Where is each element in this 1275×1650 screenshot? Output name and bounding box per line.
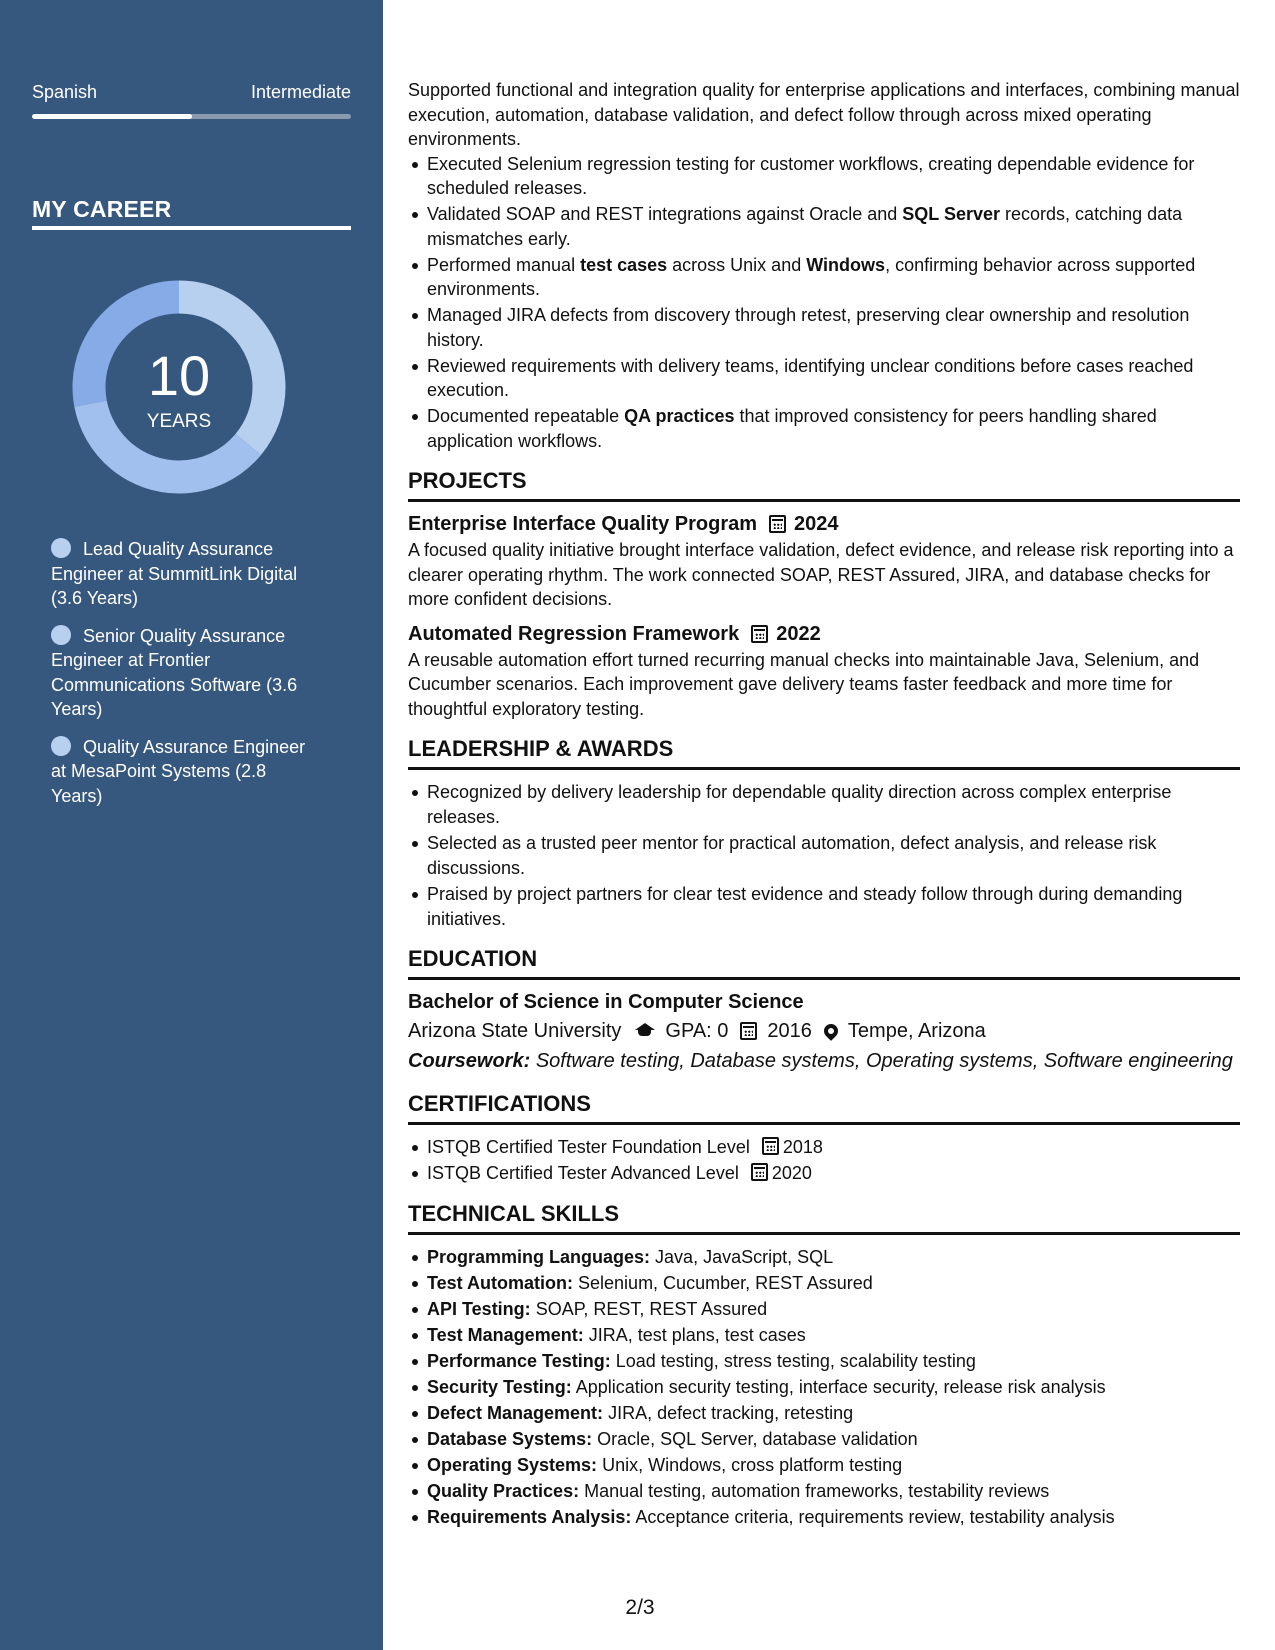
awards-section-title: LEADERSHIP & AWARDS [408,735,1240,770]
skill-value: Manual testing, automation frameworks, testability reviews [584,1480,1050,1501]
experience-bullet [408,202,1240,251]
education-gpa: GPA: 0 [665,1020,729,1042]
experience-bullet [408,404,1240,453]
skill-label: Database Systems: [427,1428,593,1449]
skill-item [408,1479,1240,1504]
skill-value: Load testing, stress testing, scalability testing [615,1350,976,1371]
project-name: Enterprise Interface Quality Program [408,513,758,535]
project-description: A reusable automation effort turned recurring manual checks into maintainable Java, Selenium, and Cucumber scenarios. Each improvement gave delivery teams faster feedback and more time for thoughtful exploratory testing. [408,649,1200,719]
skill-item [408,1375,1240,1400]
award-item: Selected as a trusted peer mentor for practical automation, defect analysis, and release risk discussions. [408,831,1240,880]
certification-year: 2020 [771,1163,812,1183]
career-item [51,537,321,611]
career-item-text: Quality Assurance Engineer at MesaPoint Systems (2.8 Years) [51,736,306,806]
projects-list [408,510,1240,721]
award-item: Recognized by delivery leadership for dependable quality direction across complex enterprise releases. [408,780,1240,829]
education-section-title: EDUCATION [408,945,1240,980]
bullet-text: Validated SOAP and REST integrations against Oracle and [427,204,903,224]
skill-label: Operating Systems: [427,1454,598,1475]
experience-bullet [408,152,1240,201]
certification-name: ISTQB Certified Tester Foundation Level [427,1137,750,1157]
skill-label: Programming Languages: [427,1246,651,1267]
career-dot-icon [51,625,71,645]
language-proficiency-fill [32,114,192,119]
skill-label: Defect Management: [427,1402,604,1423]
skill-item [408,1401,1240,1426]
language-row [32,82,351,103]
certifications-list [408,1135,1240,1186]
education-location: Tempe, Arizona [847,1020,986,1042]
skill-value: Application security testing, interface security, release risk analysis [575,1376,1106,1397]
skill-label: API Testing: [427,1298,531,1319]
total-years-label: YEARS [146,411,212,432]
language-proficiency-bar [32,114,351,119]
bullet-text: across Unix and [667,254,807,275]
bullet-text: Documented repeatable [427,406,625,426]
language-level: Intermediate [250,82,351,102]
certification-name: ISTQB Certified Tester Advanced Level [427,1163,739,1183]
experience-bullet [408,253,1240,302]
calendar-icon [762,1137,779,1155]
bullet-text: records, catching data mismatches early. [427,204,1183,249]
experience-bullet [408,303,1240,352]
career-divider [32,226,351,230]
calendar-icon [751,1163,768,1181]
award-item: Praised by project partners for clear test evidence and steady follow through during demanding initiatives. [408,882,1240,931]
calendar-icon [751,625,768,643]
skill-label: Requirements Analysis: [427,1506,632,1527]
skill-item [408,1453,1240,1478]
education-degree: Bachelor of Science in Computer Science [408,991,804,1013]
career-dot-icon [51,736,71,756]
skills-list [408,1245,1240,1530]
skill-value: Acceptance criteria, requirements review, testability analysis [635,1506,1115,1527]
coursework-value: Software testing, Database systems, Operating systems, Software engineering [535,1050,1233,1072]
experience-bullets [408,152,1240,454]
skill-item [408,1271,1240,1296]
project-name: Automated Regression Framework [408,622,740,645]
certification-year: 2018 [782,1137,823,1157]
certification-item [408,1135,1240,1160]
skill-value: SOAP, REST, REST Assured [535,1298,768,1319]
bullet-keyword: Windows [806,254,886,275]
experience-bullet [408,354,1240,403]
coursework-label: Coursework: [408,1050,531,1072]
experience-intro: Supported functional and integration quality for enterprise applications and interfaces, combining manual execution, automation, database validation, and defect follow through across mixed operating environments. [408,80,1240,149]
main-content [408,78,1240,1531]
project-item [408,620,1240,722]
project-item [408,510,1240,612]
career-list [51,537,321,821]
skill-item [408,1245,1240,1270]
career-section-title: MY CAREER [32,196,172,222]
awards-list [408,780,1240,931]
page-number: 2/3 [625,1596,655,1619]
skill-label: Test Automation: [427,1272,573,1293]
education-coursework [408,1046,1240,1076]
skill-value: Java, JavaScript, SQL [655,1246,834,1267]
language-name: Spanish [32,82,98,102]
certifications-section-title: CERTIFICATIONS [408,1090,1240,1125]
project-description: A focused quality initiative brought interface validation, defect evidence, and release risk reporting into a clearer operating rhythm. The work connected SOAP, REST Assured, JIRA, and database checks for more confident decisions. [408,540,1234,609]
career-item-text: Lead Quality Assurance Engineer at SummitLink Digital (3.6 Years) [51,539,298,608]
skill-item [408,1427,1240,1452]
skill-item [408,1297,1240,1322]
bullet-text: Managed JIRA defects from discovery through retest, preserving clear ownership and resolution history. [427,305,1190,350]
skill-value: Oracle, SQL Server, database validation [597,1428,918,1449]
skill-item [408,1505,1240,1530]
skills-section-title: TECHNICAL SKILLS [408,1200,1240,1235]
skill-label: Performance Testing: [427,1350,611,1371]
career-item-text: Senior Quality Assurance Engineer at Frontier Communications Software (3.6 Years) [51,625,298,719]
career-item [51,624,321,722]
bullet-text: Executed Selenium regression testing for customer workflows, creating dependable evidence for scheduled releases. [427,153,1195,198]
bullet-keyword: SQL Server [902,204,1001,224]
skill-value: Selenium, Cucumber, REST Assured [578,1272,873,1293]
sidebar [0,0,383,1650]
education-year: 2016 [767,1020,812,1042]
project-header [408,620,1240,648]
bullet-keyword: QA practices [624,406,735,426]
career-dot-icon [51,538,71,558]
graduation-cap-icon [633,1023,655,1039]
bullet-text: Performed manual [427,254,581,275]
bullet-text: that improved consistency for peers handling shared application workflows. [427,406,1157,451]
bullet-text: , confirming behavior across supported environments. [427,254,1196,299]
education-meta [408,1016,1240,1046]
education-school: Arizona State University [408,1020,622,1042]
skill-value: JIRA, defect tracking, retesting [608,1402,854,1423]
certification-item [408,1161,1240,1186]
calendar-icon [740,1022,757,1040]
career-item [51,735,321,809]
bullet-text: Reviewed requirements with delivery teams, identifying unclear conditions before cases reached execution. [427,355,1194,400]
calendar-icon [769,515,786,533]
project-header [408,510,1240,538]
skill-value: Unix, Windows, cross platform testing [602,1454,903,1475]
skill-item [408,1323,1240,1348]
skill-value: JIRA, test plans, test cases [588,1324,806,1345]
map-pin-icon [821,1021,841,1041]
project-year: 2022 [776,622,821,645]
skill-item [408,1349,1240,1374]
skill-label: Test Management: [427,1324,584,1345]
skill-label: Quality Practices: [427,1480,580,1501]
bullet-keyword: test cases [580,254,668,275]
skill-label: Security Testing: [427,1376,572,1397]
projects-section-title: PROJECTS [408,467,1240,502]
project-year: 2024 [794,513,839,535]
total-years-number: 10 [147,344,211,407]
